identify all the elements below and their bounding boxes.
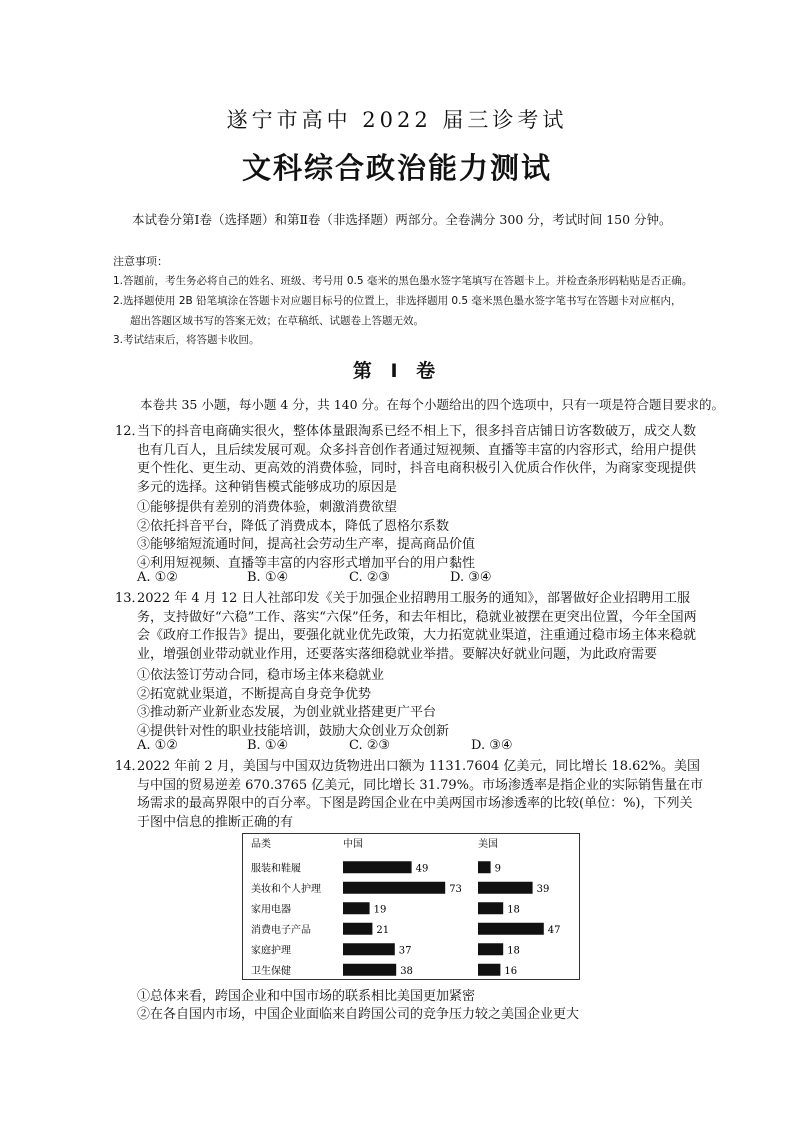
question-14 bbox=[115, 758, 705, 832]
chart-series-header: 美国 bbox=[478, 839, 498, 850]
chart-series-header: 中国 bbox=[343, 839, 363, 850]
statement: ①能够提供有差别的消费体验，刺激消费欲望 bbox=[137, 500, 398, 515]
chart-category-header: 品类 bbox=[251, 839, 271, 850]
option-a: A. ①② bbox=[137, 738, 178, 753]
chart-bar bbox=[478, 923, 544, 935]
question-13 bbox=[115, 590, 705, 664]
option-d: D. ③④ bbox=[450, 570, 492, 585]
chart-category-label: 美妆和个人护理 bbox=[251, 883, 321, 895]
statement: ②在各自国内市场，中国企业面临来自跨国公司的竞争压力较之美国企业更大 bbox=[137, 1007, 580, 1022]
question-12 bbox=[115, 423, 705, 497]
chart-category-label: 消费电子产品 bbox=[251, 924, 311, 936]
statement: ③能够缩短流通时间，提高社会劳动生产率，提高商品价值 bbox=[137, 537, 476, 552]
question-number: 12． bbox=[115, 424, 145, 439]
chart-category-label: 卫生保健 bbox=[251, 965, 291, 977]
chart-data-label: 21 bbox=[376, 924, 390, 936]
note-item: 2.选择题使用 2B 铅笔填涂在答题卡对应题目标号的位置上，非选择题用 0.5 毫米黑色墨水签字笔书写在答题卡对应框内， bbox=[113, 295, 682, 307]
statement: ①依法签订劳动合同，稳市场主体来稳就业 bbox=[137, 668, 385, 683]
exam-title: 遂宁市高中 2022 届三诊考试 bbox=[226, 108, 568, 132]
option-b: B. ①④ bbox=[247, 570, 289, 585]
chart-bar bbox=[478, 943, 503, 955]
penetration-rate-chart bbox=[242, 833, 580, 980]
question-number: 14． bbox=[115, 759, 145, 774]
option-d: D. ③④ bbox=[471, 738, 513, 753]
section-intro: 本卷共 35 小题，每小题 4 分，共 140 分。在每个小题给出的四个选项中，只有一项是符合题目要求的。 bbox=[140, 397, 725, 412]
note-item: 超出答题区域书写的答案无效；在草稿纸、试题卷上答题无效。 bbox=[130, 315, 424, 327]
exam-intro: 本试卷分第Ⅰ卷（选择题）和第Ⅱ卷（非选择题）两部分。全卷满分 300 分，考试时间 150 分钟。 bbox=[132, 212, 672, 227]
chart-data-label: 19 bbox=[373, 904, 387, 916]
chart-bar bbox=[478, 882, 533, 894]
option-c: C. ②③ bbox=[349, 570, 391, 585]
chart-data-label: 47 bbox=[547, 924, 561, 936]
chart-data-label: 37 bbox=[398, 945, 412, 957]
chart-data-label: 18 bbox=[507, 945, 520, 957]
statement: ②拓宽就业渠道，不断提高自身竞争优势 bbox=[137, 687, 372, 702]
statement: ④利用短视频、直播等丰富的内容形式增加平台的用户黏性 bbox=[137, 556, 476, 571]
chart-category-label: 家庭护理 bbox=[251, 945, 291, 957]
option-c: C. ②③ bbox=[349, 738, 391, 753]
chart-bar bbox=[478, 902, 503, 914]
chart-data-label: 16 bbox=[504, 965, 518, 977]
section-title: 第 Ⅰ 卷 bbox=[352, 360, 442, 382]
statement: ③推动新产业新业态发展，为创业就业搭建更广平台 bbox=[137, 705, 437, 720]
option-a: A. ①② bbox=[137, 570, 178, 585]
statement: ④提供针对性的职业技能培训，鼓励大众创业万众创新 bbox=[137, 724, 450, 739]
option-b: B. ①④ bbox=[247, 738, 289, 753]
note-item: 3.考试结束后，将答题卡收回。 bbox=[113, 334, 260, 346]
chart-bar bbox=[343, 861, 412, 873]
question-stem: 2022 年 4 月 12 日人社部印发《关于加强企业招聘用工服务的通知》，部署做好企业招聘用工服务，支持做好“六稳”工作、落实“六保”任务，和去年相比，稳就业被摆在更突出位置，今年全国两会《政府工作报告》提出，要强化就业优先政策，大力拓宽就业渠道，注重通过稳市场主体来稳就业，增强创业带动就业作用，还要落实落细稳就业举措。要解决好就业问题，为此政府需要 bbox=[137, 591, 697, 662]
chart-data-label: 49 bbox=[415, 863, 429, 875]
chart-data-label: 38 bbox=[400, 965, 413, 977]
chart-bar bbox=[478, 964, 500, 976]
chart-bar bbox=[343, 882, 445, 894]
notes-title: 注意事项： bbox=[113, 255, 168, 268]
chart-bar bbox=[343, 964, 396, 976]
subject-title: 文科综合政治能力测试 bbox=[241, 151, 552, 185]
chart-data-label: 39 bbox=[536, 883, 550, 895]
chart-category-label: 服装和鞋履 bbox=[251, 863, 301, 875]
chart-canvas bbox=[243, 834, 579, 979]
chart-bar bbox=[343, 902, 370, 914]
statement: ①总体来看，跨国企业和中国市场的联系相比美国更加紧密 bbox=[137, 989, 476, 1004]
note-item: 1.答题前，考生务必将自己的姓名、班级、考号用 0.5 毫米的黑色墨水签字笔填写在答题卡上。并检查条形码粘贴是否正确。 bbox=[113, 275, 693, 287]
question-number: 13． bbox=[115, 591, 145, 606]
question-stem: 当下的抖音电商确实很火，整体体量跟淘系已经不相上下，很多抖音店铺日访客数破万，成交人数也有几百人，且后续发展可观。众多抖音创作者通过短视频、直播等丰富的内容形式，给用户提供更个性化、更生动、更高效的消费体验，同时，抖音电商积极引入优质合作伙伴，为商家变现提供多元的选择。这种销售模式能够成功的原因是 bbox=[137, 424, 697, 495]
chart-data-label: 18 bbox=[507, 904, 520, 916]
chart-category-label: 家用电器 bbox=[251, 904, 291, 916]
chart-data-label: 73 bbox=[449, 883, 462, 895]
question-stem: 2022 年前 2 月，美国与中国双边货物进出口额为 1131.7604 亿美元，同比增长 18.62%。美国与中国的贸易逆差 670.3765 亿美元，同比增长 31.79%。市场渗透率是指企业的实际销售量在市场需求的最高界限中的百分率。下图是跨国企业在中美两国市场渗透率的比较(单位：%)，下列关于图中信息的推断正确的有 bbox=[137, 759, 703, 830]
statement: ②依托抖音平台，降低了消费成本，降低了恩格尔系数 bbox=[137, 519, 450, 534]
chart-bar bbox=[343, 923, 372, 935]
chart-bar bbox=[343, 943, 395, 955]
chart-data-label: 9 bbox=[494, 863, 501, 875]
chart-bar bbox=[478, 861, 491, 873]
